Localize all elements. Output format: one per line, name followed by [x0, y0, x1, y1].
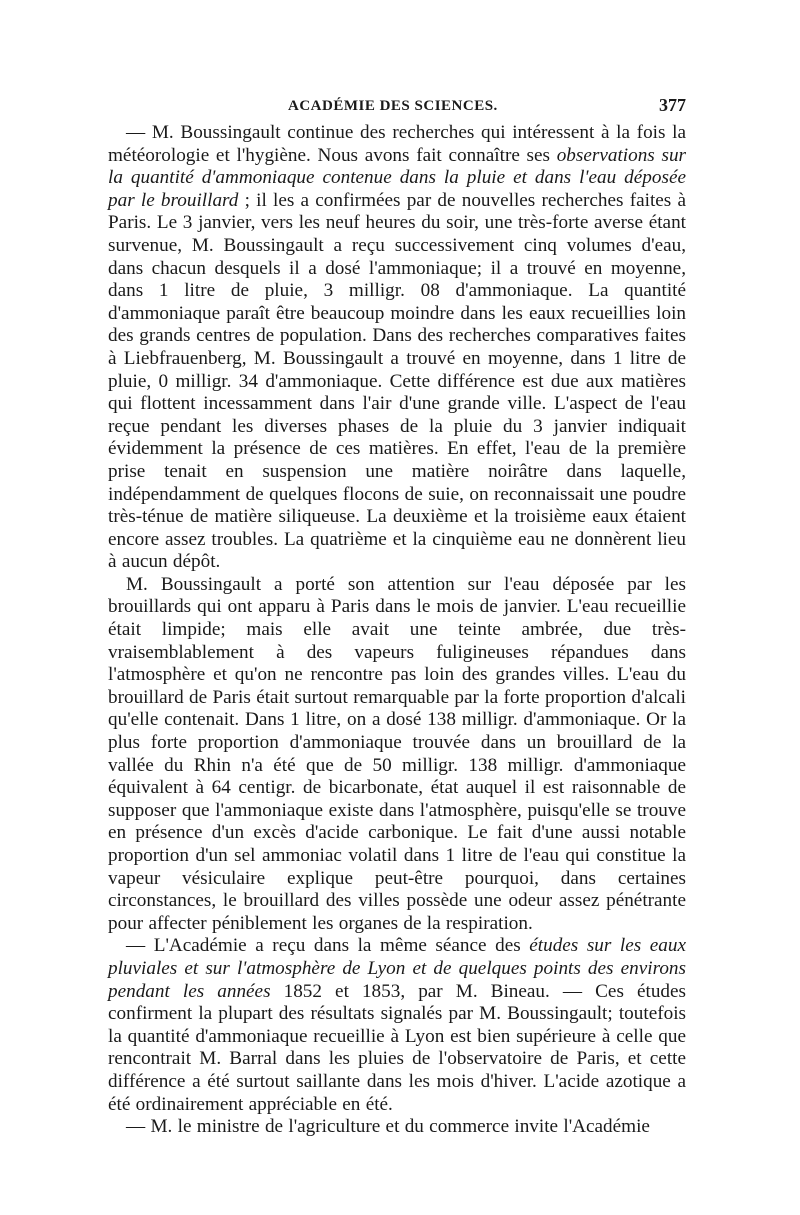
- body-text: [108, 122, 686, 1139]
- text-segment: — M. le ministre de l'agriculture et du commerce invite l'Académie: [126, 1116, 650, 1138]
- book-page: [108, 92, 686, 1139]
- text-segment: ; il les a confirmées par de nouvelles recherches faites à Paris. Le 3 janvier, vers les neuf heures du soir, une très-forte averse étant survenue, M. Boussingault a reçu successivement cinq volumes d'eau, dans chacun desquels il a dosé l'ammoniaque; il a trouvé en moyenne, dans 1 litre de pluie, 3 milligr. 08 d'ammoniaque. La quantité d'ammoniaque paraît être beaucoup moindre dans les eaux recueillies loin des grands centres de population. Dans des recherches comparatives faites à Liebfrauenberg, M. Boussingault a trouvé en moyenne, dans 1 litre de pluie, 0 milligr. 34 d'ammoniaque. Cette différence est due aux matières qui flottent incessamment dans l'air d'une grande ville. L'aspect de l'eau reçue pendant les diverses phases de la pluie du 3 janvier indiquait évidemment la présence de ces matières. En effet, l'eau de la première prise tenait en suspension une matière noirâtre dans laquelle, indépendamment de quelques flocons de suie, on reconnaissait une poudre très-ténue de matière siliqueuse. La deuxième et la troisième eaux étaient encore assez troubles. La quatrième et la cinquième eau ne donnèrent lieu à aucun dépôt.: [108, 189, 686, 573]
- page-number: 377: [659, 95, 686, 115]
- text-segment: — M. Boussingault continue des recherches qui intéressent à la fois la météorologie et l'hygiène. Nous avons fait connaître ses: [108, 122, 686, 166]
- text-segment: — L'Académie a reçu dans la même séance des: [126, 935, 530, 957]
- paragraph-boussingault-pluie: [108, 122, 686, 574]
- italic-title-segment: études sur les eaux pluviales et sur l'atmosphère de Lyon et de quelques points des environs pendant les années: [108, 935, 686, 1002]
- running-head: [108, 92, 686, 122]
- italic-title-segment: observations sur la quantité d'ammoniaque contenue dans la pluie et dans l'eau déposée par le brouillard: [108, 144, 686, 211]
- paragraph-ministre: [108, 1116, 686, 1139]
- text-segment: M. Boussingault a porté son attention sur l'eau déposée par les brouillards qui ont apparu à Paris dans le mois de janvier. L'eau recueillie était limpide; mais elle avait une teinte ambrée, due très-vraisemblablement à des vapeurs fuligineuses répandues dans l'atmosphère et qu'on ne rencontre pas loin des grandes villes. L'eau du brouillard de Paris était surtout remarquable par la forte proportion d'alcali qu'elle contenait. Dans 1 litre, on a dosé 138 milligr. d'ammoniaque. Or la plus forte proportion d'ammoniaque trouvée dans un brouillard de la vallée du Rhin n'a été que de 50 milligr. 138 milligr. d'ammoniaque équivalent à 64 centigr. de bicarbonate, état auquel il est raisonnable de supposer que l'ammoniaque existe dans l'atmosphère, puisqu'elle se trouve en présence d'un excès d'acide carbonique. Le fait d'une aussi notable proportion d'un sel ammoniac volatil dans 1 litre de l'eau qui constitue la vapeur vésiculaire explique peut-être pourquoi, dans certaines circonstances, le brouillard des villes possède une odeur assez pénétrante pour affecter péniblement les organes de la respiration.: [108, 573, 686, 934]
- paragraph-bineau: [108, 935, 686, 1116]
- running-title: ACADÉMIE DES SCIENCES.: [288, 98, 498, 114]
- text-segment: 1852 et 1853, par M. Bineau. — Ces études confirment la plupart des résultats signalés par M. Boussingault; toutefois la quantité d'ammoniaque recueillie à Lyon est bien supérieure à celle que rencontrait M. Barral dans les pluies de l'observatoire de Paris, et cette différence a été surtout saillante dans les mois d'hiver. L'acide azotique a été ordinairement appréciable en été.: [108, 980, 686, 1115]
- paragraph-boussingault-brouillard: [108, 574, 686, 936]
